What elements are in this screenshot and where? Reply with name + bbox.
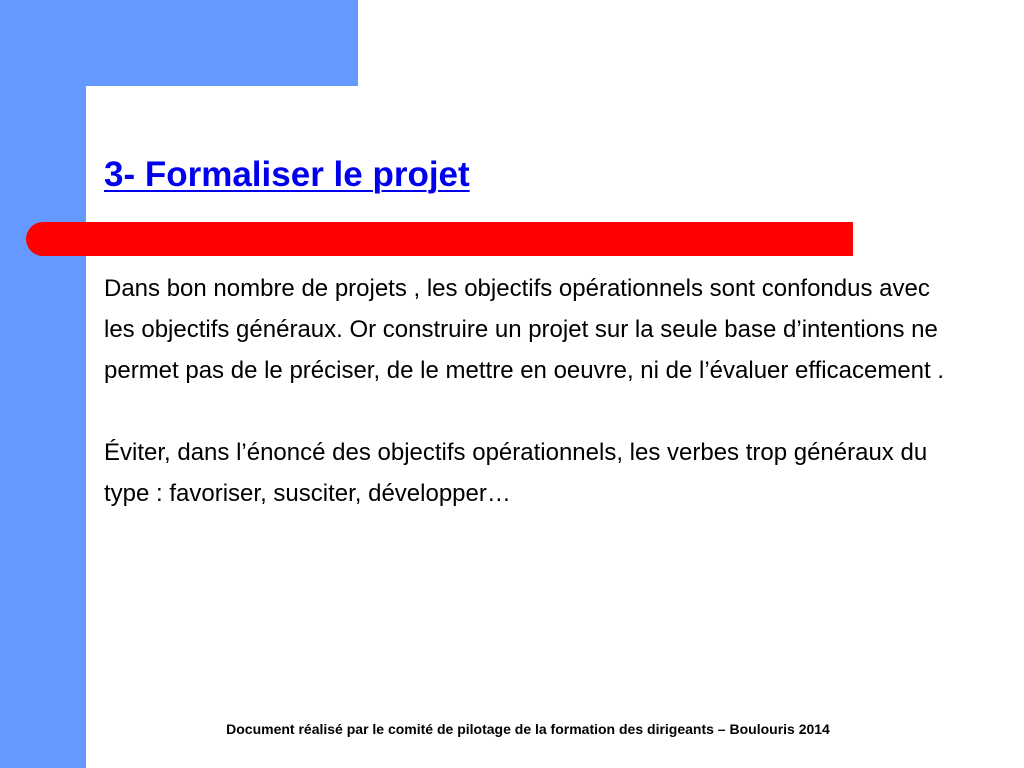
body-paragraph-1: Dans bon nombre de projets , les objectifs opérationnels sont confondus avec les objectifs généraux. Or construire un projet sur la seule base d’intentions ne permet pas de le préciser, de le mettre en oeuvre, ni de l’évaluer efficacement . [104, 275, 945, 384]
slide-title[interactable]: 3- Formaliser le projet [104, 155, 470, 194]
body-paragraph-2: Éviter, dans l’énoncé des objectifs opérationnels, les verbes trop généraux du type : favoriser, susciter, développer… [104, 439, 928, 507]
slide-body [104, 268, 964, 514]
rounded-corner [86, 86, 166, 166]
slide-footer: Document réalisé par le comité de pilotage de la formation des dirigeants – Boulouris 2014 [226, 721, 830, 737]
blue-left-band [0, 0, 86, 768]
paragraph-spacer [104, 391, 964, 432]
red-divider-bar [26, 222, 853, 256]
